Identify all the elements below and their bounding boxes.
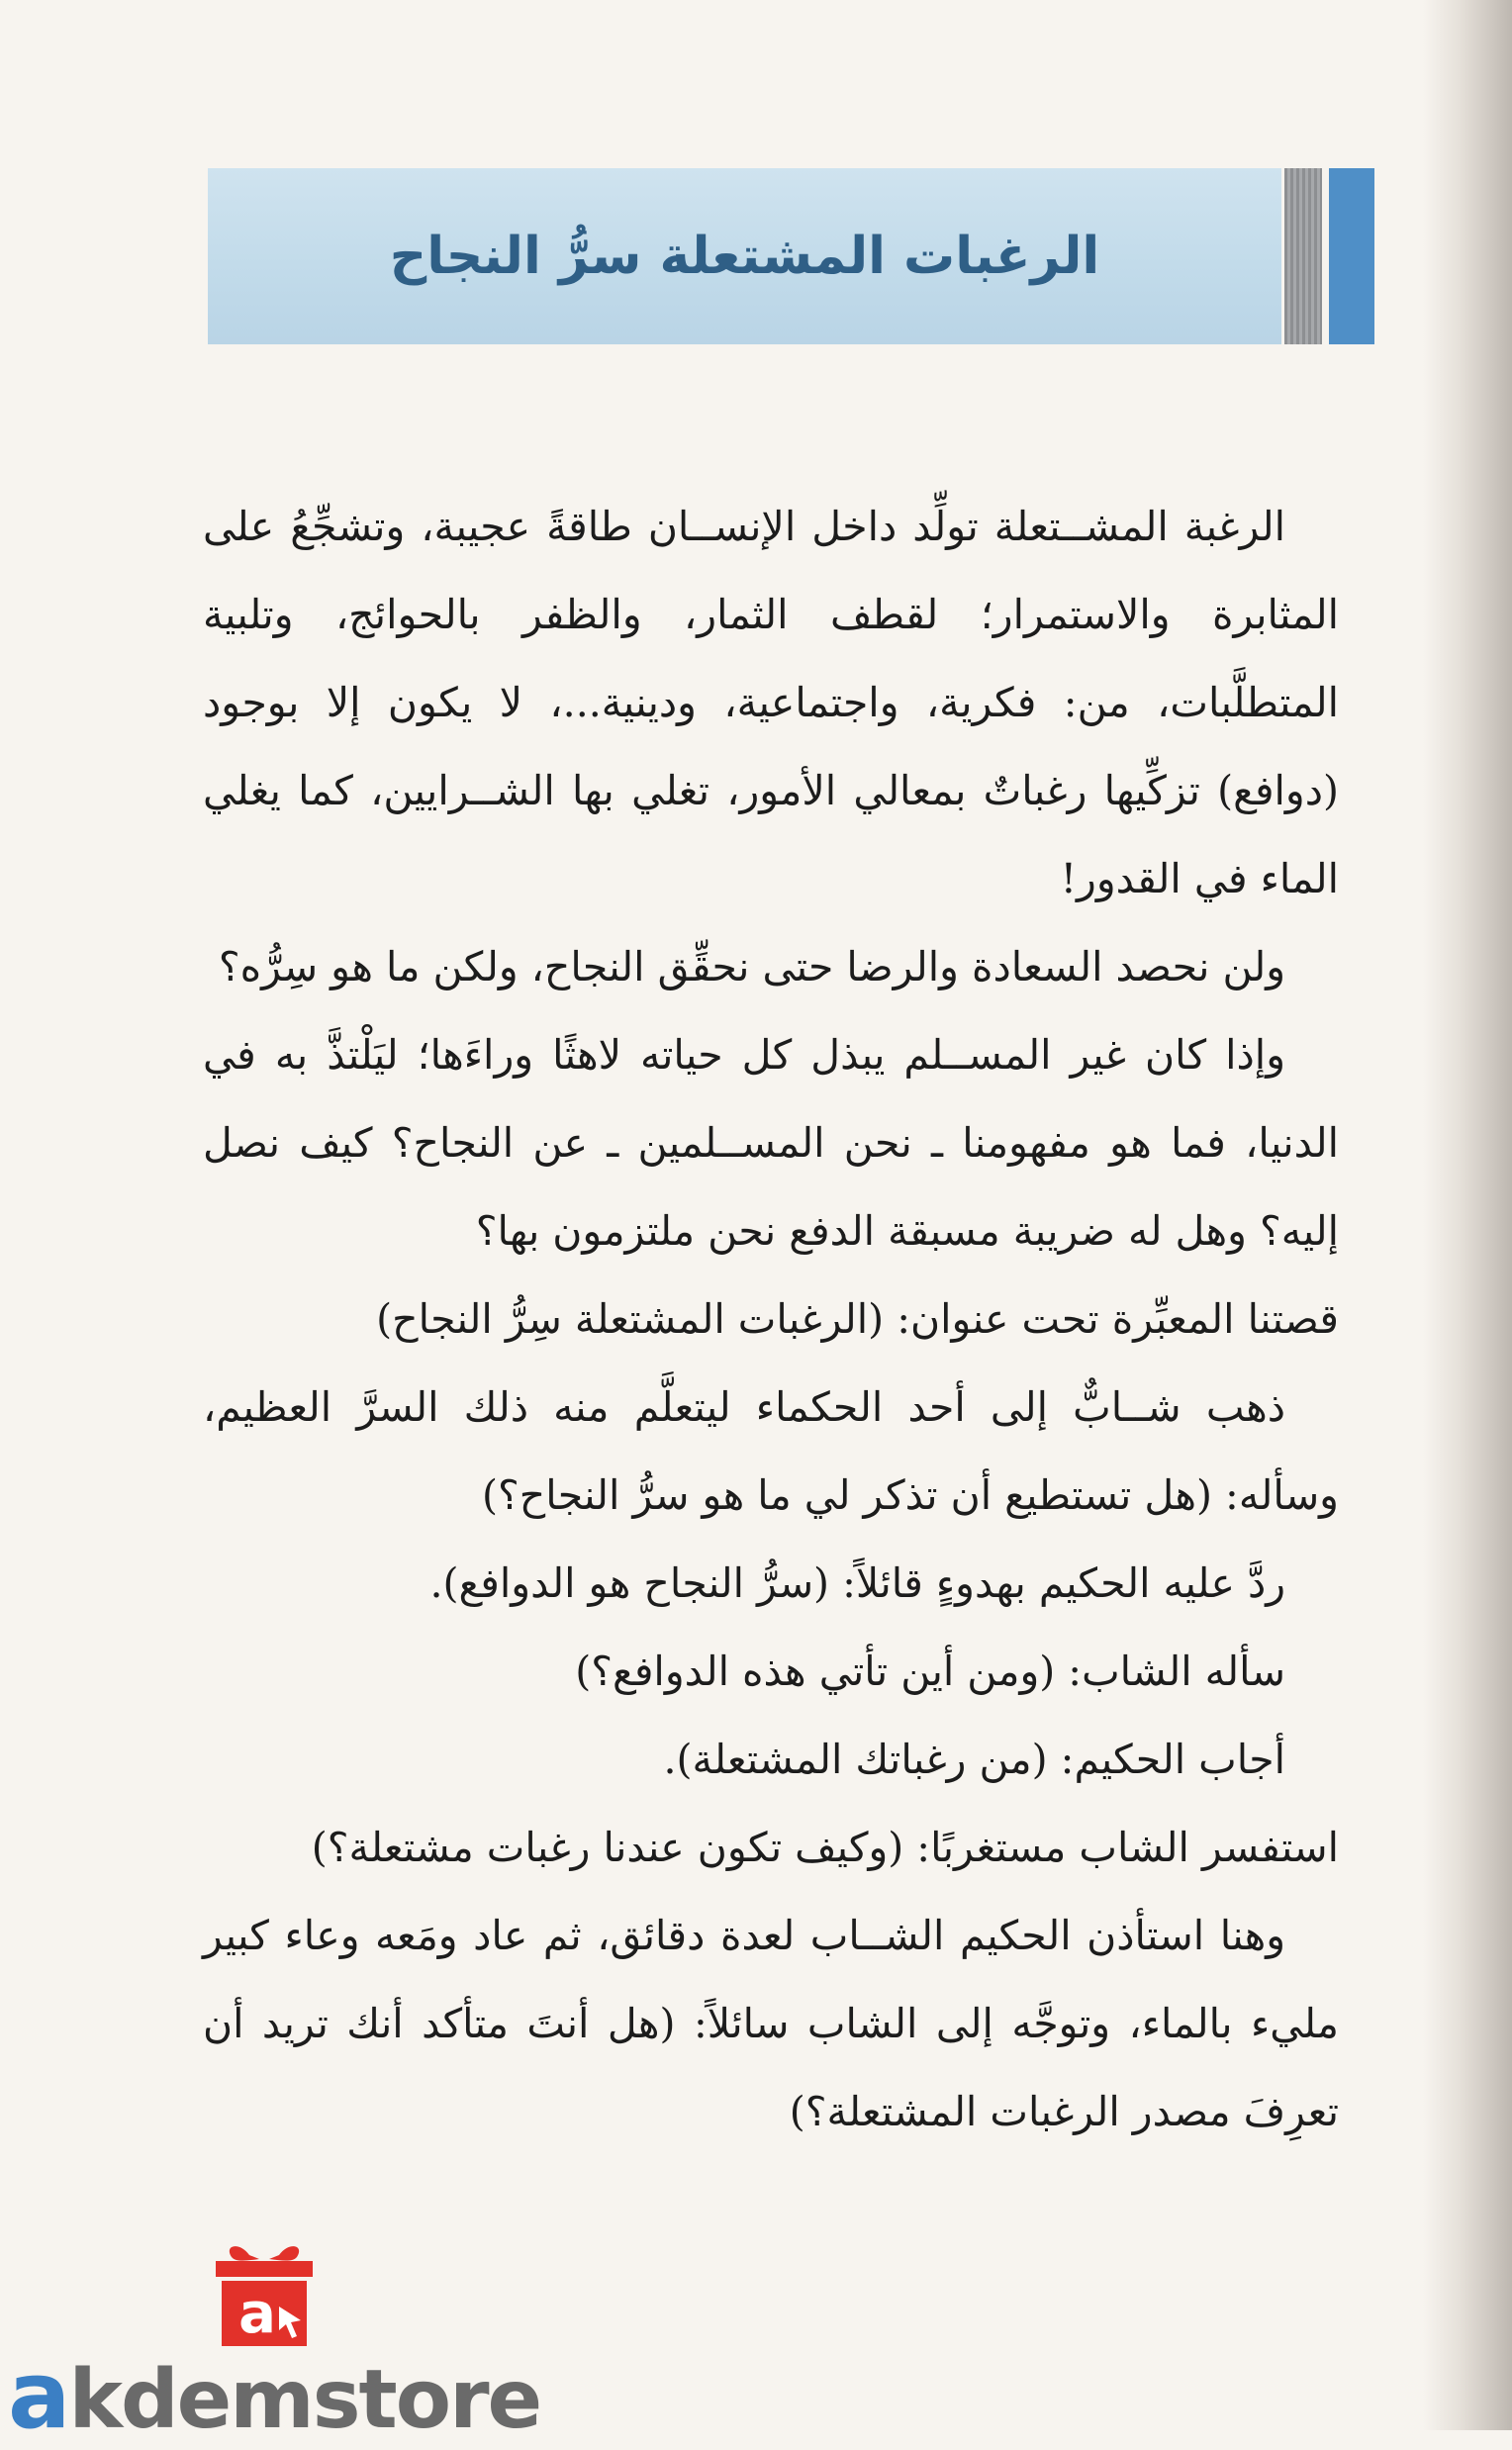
paragraph: وإذا كان غير المســلم يبذل كل حياته لاهثًا وراءَها؛ ليَلْتذَّ به في الدنيا، فما هو مفهومنا ـ نحن المســلمين ـ عن النجاح؟ كيف نصل إليه؟ وهل له ضريبة مسبقة الدفع نحن ملتزمون بها؟ (203, 1031, 1339, 1255)
title-accent-gray-bar (1284, 168, 1322, 344)
paragraph: وهنا استأذن الحكيم الشــاب لعدة دقائق، ثم عاد ومَعه وعاء كبير مليء بالماء، وتوجَّه إلى الشاب سائلاً: (هل أنتَ متأكد أنك تريد أن تعرِفَ مصدر الرغبات المشتعلة؟) (203, 1912, 1339, 2135)
paragraph: الرغبة المشــتعلة تولِّد داخل الإنســان طاقةً عجيبة، وتشجِّعُ على المثابرة والاستمرار؛ لقطف الثمار، والظفر بالحوائج، وتلبية المتطلَّبات، من: فكرية، واجتماعية، ودينية...، لا يكون إلا بوجود (دوافع) تزكِّيها رغباتٌ بمعالي الأمور، تغلي بها الشــرايين، كما يغلي الماء في القدور! (203, 503, 1339, 902)
svg-text:a: a (238, 2282, 276, 2346)
body-text (203, 483, 1339, 2156)
paragraph: ولن نحصد السعادة والرضا حتى نحقِّق النجاح، ولكن ما هو سِرُّه؟ (218, 943, 1285, 990)
paragraph: سأله الشاب: (ومن أين تأتي هذه الدوافع؟) (575, 1648, 1285, 1695)
logo-wordmark (8, 2342, 540, 2450)
paragraph: ذهب شــابٌّ إلى أحد الحكماء ليتعلَّم منه ذلك السرَّ العظيم، وسأله: (هل تستطيع أن تذكر لي ما هو سرُّ النجاح؟) (203, 1383, 1339, 1519)
title-accent-blue-bar (1329, 168, 1374, 344)
paragraph: استفسر الشاب مستغربًا: (وكيف تكون عندنا رغبات مشتعلة؟) (311, 1824, 1339, 1871)
paragraph: قصتنا المعبِّرة تحت عنوان: (الرغبات المشتعلة سِرُّ النجاح) (376, 1295, 1339, 1343)
chapter-title: الرغبات المشتعلة سرُّ النجاح (389, 227, 1100, 286)
chapter-title-band (208, 168, 1281, 344)
akdemstore-logo (0, 2221, 541, 2450)
gift-box-a-icon (210, 2233, 319, 2352)
logo-initial: a (8, 2342, 69, 2450)
paragraph: أجاب الحكيم: (من رغباتك المشتعلة). (663, 1736, 1285, 1783)
paragraph: ردَّ عليه الحكيم بهدوءٍ قائلاً: (سرُّ النجاح هو الدوافع). (429, 1559, 1285, 1607)
page-edge-shadow (1423, 0, 1512, 2430)
logo-rest: kdemstore (68, 2353, 541, 2447)
